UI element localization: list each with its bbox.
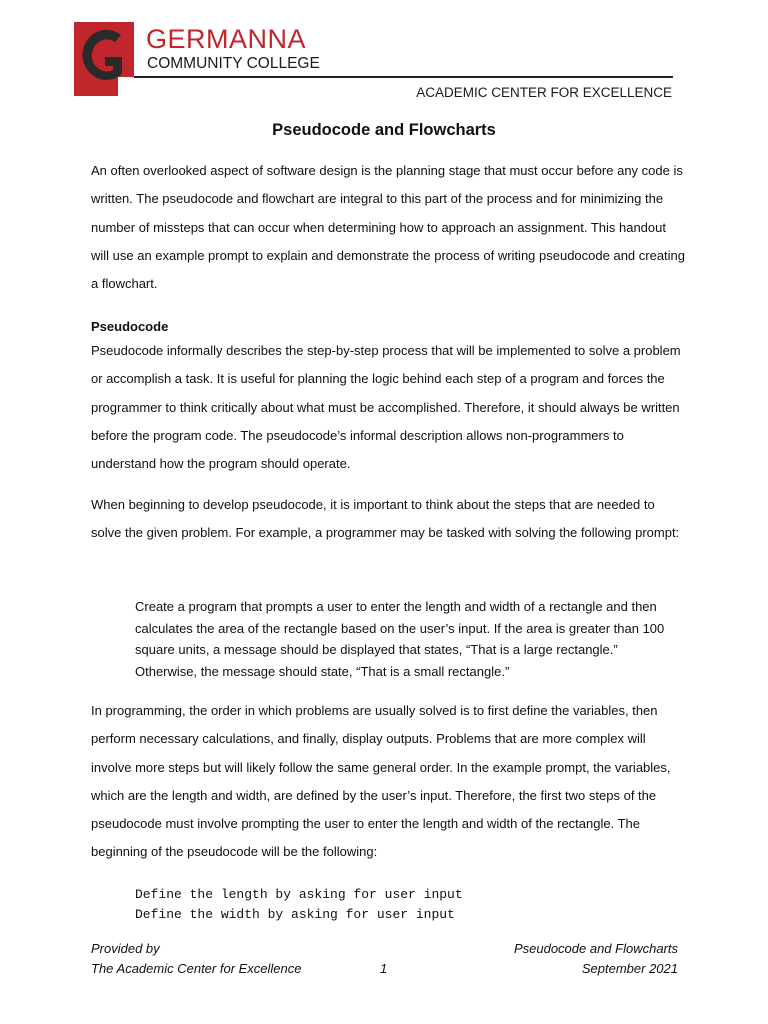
- prompt-quote: Create a program that prompts a user to enter the length and width of a rectangle and then calculates the area of the rectangle based on the user’s input. If the area is greater than 100 square units, a message should be displayed that states, “That is a large rectangle.” Otherwise, the message should state, “That is a small rectangle.”: [135, 599, 665, 679]
- document-title: Pseudocode and Flowcharts: [272, 121, 496, 139]
- page-number: 1: [380, 961, 388, 976]
- section-heading-pseudocode: Pseudocode: [91, 319, 169, 334]
- code-line: Define the length by asking for user input: [135, 887, 463, 902]
- department-name: ACADEMIC CENTER FOR EXCELLENCE: [416, 85, 672, 100]
- pseudocode-paragraph: Pseudocode informally describes the step-by-step process that will be implemented to solve a problem or accomplish a task. It is useful for planning the logic behind each step of a program and forces the programmer to think critically about what must be accomplished. Therefore, it should always be written before the program code. The pseudocode’s informal description allows non-programmers to understand how the program should operate.: [91, 343, 681, 472]
- footer-document-title: Pseudocode and Flowcharts: [513, 941, 678, 956]
- brand-subtitle: COMMUNITY COLLEGE: [147, 55, 320, 72]
- pseudocode-block: [135, 885, 463, 925]
- order-paragraph: In programming, the order in which problems are usually solved is to first define the variables, then perform necessary calculations, and finally, display outputs. Problems that are more complex will involve more steps but will likely follow the same general order. In the example prompt, the variables, which are the length and width, are defined by the user’s input. Therefore, the first two steps of the pseudocode must involve prompting the user to enter the length and width of the rectangle. The beginning of the pseudocode will be the following:: [91, 703, 671, 860]
- germanna-g-logo-icon: [74, 22, 134, 96]
- footer-organization: The Academic Center for Excellence: [91, 961, 302, 976]
- code-line: Define the width by asking for user input: [135, 907, 455, 922]
- footer-date: September 2021: [581, 961, 678, 976]
- when-paragraph: When beginning to develop pseudocode, it is important to think about the steps that are needed to solve the given problem. For example, a programmer may be tasked with solving the following prompt:: [91, 497, 680, 541]
- footer-provided-by: Provided by: [91, 941, 160, 956]
- brand-name: GERMANNA: [146, 24, 307, 54]
- header-divider: [134, 76, 673, 78]
- intro-paragraph: An often overlooked aspect of software design is the planning stage that must occur before any code is written. The pseudocode and flowchart are integral to this part of the process and for minimizing the number of missteps that can occur when determining how to approach an assignment. This handout will use an example prompt to explain and demonstrate the process of writing pseudocode and creating a flowchart.: [91, 163, 686, 292]
